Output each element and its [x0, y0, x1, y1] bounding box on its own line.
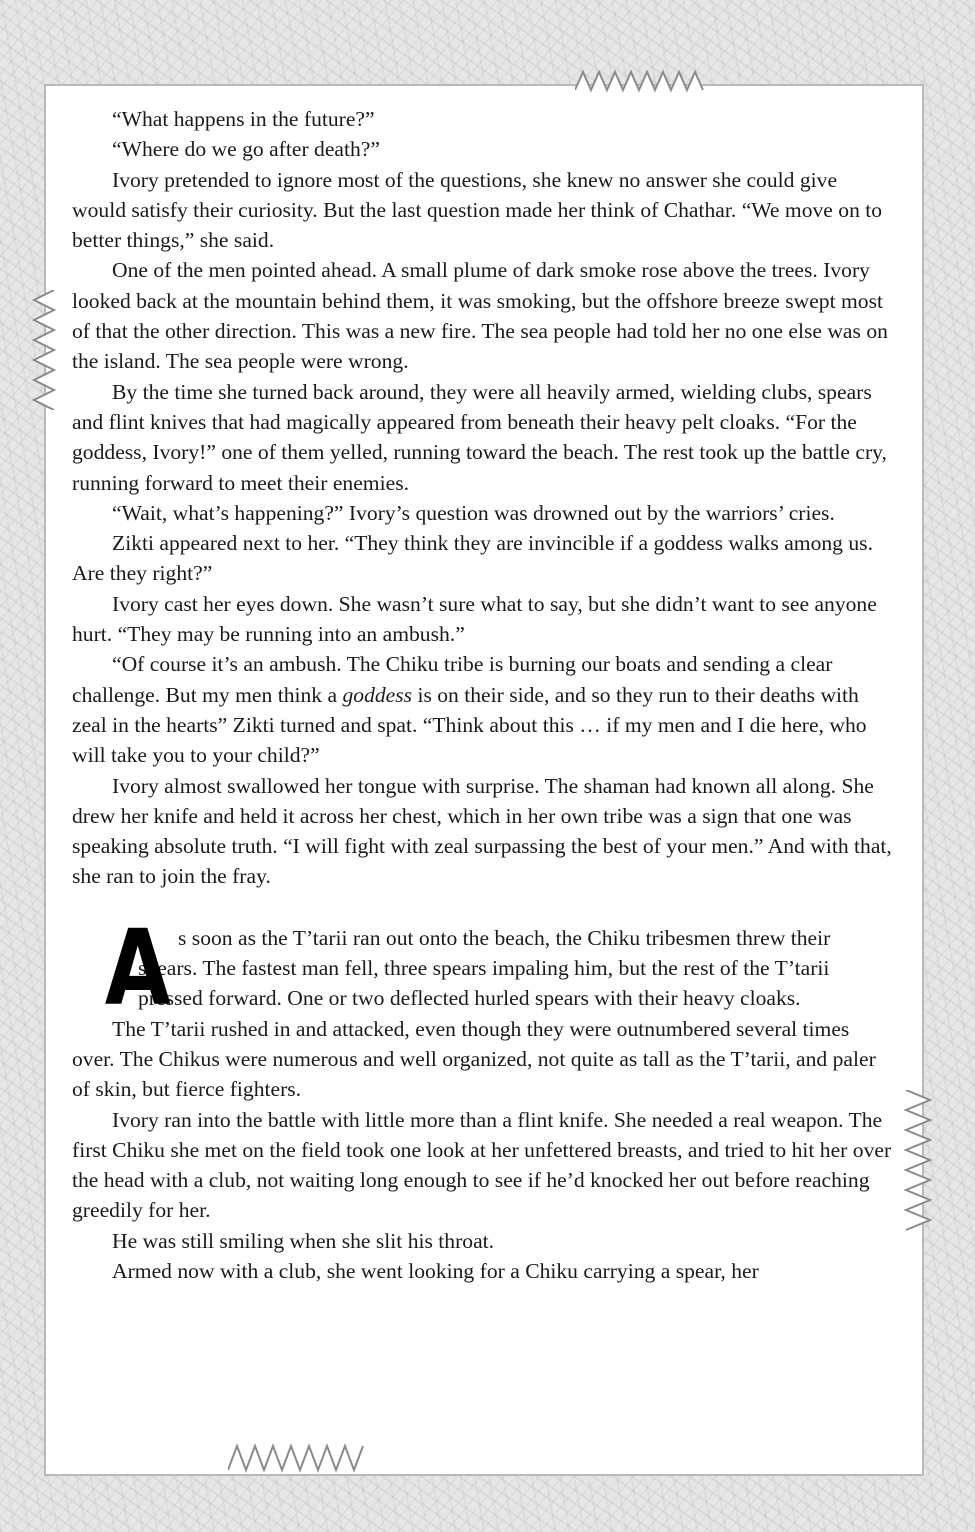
left-zigzag-ornament: [30, 290, 60, 410]
story-text: [72, 104, 894, 1286]
paragraph: He was still smiling when she slit his throat.: [112, 1228, 495, 1253]
paragraph: Ivory cast her eyes down. She wasn’t sure what to say, but she didn’t want to see anyone hurt. “They may be running into an ambush.”: [72, 591, 877, 647]
paragraph: “Where do we go after death?”: [112, 137, 380, 162]
opening-text: s soon as the T’tarii ran out onto the beach, the Chiku tribesmen threw their spears. The fastest man fell, three spears impaling him, but the rest of the T’tarii pressed forward. One or two deflected hurled spears with their heavy cloaks.: [138, 925, 831, 1011]
section-break: [72, 892, 894, 923]
paragraph: Zikti appeared next to her. “They think they are invincible if a goddess walks among us. Are they right?”: [72, 531, 873, 586]
paragraph: “Wait, what’s happening?” Ivory’s question was drowned out by the warriors’ cries.: [112, 500, 835, 525]
paragraph: Ivory ran into the battle with little more than a flint knife. She needed a real weapon. The first Chiku she met on the field took one look at her unfettered breasts, and tried to hit her over the head with a club, not waiting long enough to see if he’d knocked her out before reaching greedily for her.: [72, 1107, 892, 1223]
section-opening-paragraph: [72, 906, 894, 1029]
paragraph: One of the men pointed ahead. A small plume of dark smoke rose above the trees. Ivory looked back at the mountain behind them, it was smoking, but the offshore breeze swept most of that the other direction. This was a new fire. The sea people had told her no one else was on the island. The sea people were wrong.: [72, 258, 888, 374]
right-zigzag-ornament: [900, 1090, 936, 1240]
top-zigzag-ornament: [575, 64, 705, 98]
drop-cap: A: [104, 906, 171, 1029]
challenge-text-end: is on their side, and so they run to their deaths with zeal in the hearts” Zikti turned and spat. “Think about this … if my men and I die here, who will take you to your child?”: [72, 682, 867, 768]
challenge-text-start: “Of course it’s an ambush. The Chiku tribe is burning our boats and sending a clear challenge. But my men think a: [72, 652, 833, 707]
paragraph: Ivory pretended to ignore most of the questions, she knew no answer she could give would satisfy their curiosity. But the last question made her think of Chathar. “We move on to better things,” she said.: [72, 167, 883, 253]
paragraph: “What happens in the future?”: [112, 107, 375, 131]
goddess-emphasis: goddess: [342, 682, 413, 707]
paragraph: By the time she turned back around, they were all heavily armed, wielding clubs, spears and flint knives that had magically appeared from beneath their heavy pelt cloaks. “For the goddess, Ivory!” one of them yelled, running toward the beach. The rest took up the battle cry, running forward to meet their enemies.: [72, 379, 887, 495]
bottom-zigzag-ornament: [228, 1440, 368, 1476]
paragraph-challenge: [72, 649, 894, 770]
paragraph: Ivory almost swallowed her tongue with surprise. The shaman had known all along. She drew her knife and held it across her chest, which in her own tribe was a sign that one was speaking absolute truth. “I will fight with zeal surpassing the best of your men.” And with that, she ran to join the fray.: [72, 773, 892, 889]
paragraph: The T’tarii rushed in and attacked, even though they were outnumbered several times over. The Chikus were numerous and well organized, not quite as tall as the T’tarii, and paler of skin, but fierce fighters.: [72, 1016, 876, 1102]
paragraph: Armed now with a club, she went looking for a Chiku carrying a spear, her: [112, 1258, 759, 1283]
